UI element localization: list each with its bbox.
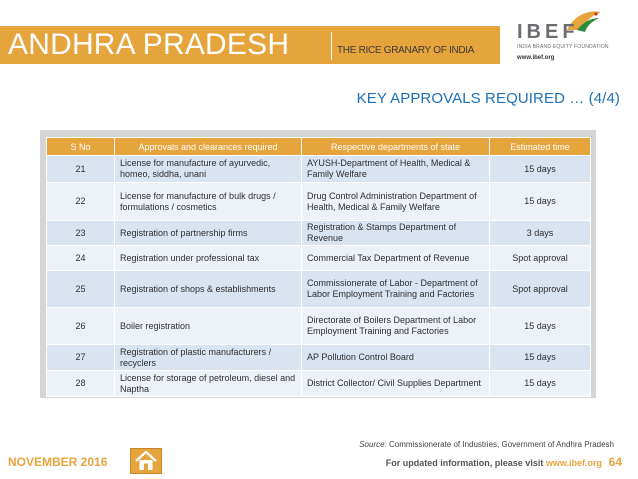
header-time: Estimated time [490, 138, 591, 156]
table-row [47, 371, 591, 397]
source-text: Commissionerate of Industries, Government of Andhra Pradesh [386, 440, 614, 449]
table-header-row [47, 138, 591, 156]
table-row [47, 183, 591, 221]
approvals-table-frame [40, 130, 596, 398]
cell-time: 15 days [490, 308, 591, 345]
cell-approval: Registration under professional tax [115, 246, 302, 271]
cell-sno: 28 [47, 371, 115, 397]
logo-wordmark: IBEF [517, 21, 579, 43]
logo-url[interactable]: www.ibef.org [517, 55, 555, 61]
cell-sno: 27 [47, 345, 115, 371]
cell-approval: Registration of plastic manufacturers / recyclers [115, 345, 302, 371]
table-row [47, 246, 591, 271]
footer-prefix: For updated information, please visit [385, 458, 546, 468]
title-separator [331, 32, 332, 60]
header-departments: Respective departments of state [302, 138, 490, 156]
cell-department: District Collector/ Civil Supplies Department [302, 371, 490, 397]
header-approvals: Approvals and clearances required [115, 138, 302, 156]
table-row [47, 308, 591, 345]
cell-time: Spot approval [490, 271, 591, 308]
source-label: Source: [359, 440, 387, 449]
cell-sno: 25 [47, 271, 115, 308]
footer-info [386, 458, 602, 468]
cell-sno: 21 [47, 156, 115, 183]
cell-time: Spot approval [490, 246, 591, 271]
table-row [47, 271, 591, 308]
cell-time: 15 days [490, 183, 591, 221]
cell-department: Commercial Tax Department of Revenue [302, 246, 490, 271]
page-title: ANDHRA PRADESH [8, 28, 290, 61]
footer-url-link[interactable]: www.ibef.org [545, 458, 602, 468]
home-button[interactable] [130, 448, 162, 474]
cell-time: 15 days [490, 156, 591, 183]
cell-approval: Boiler registration [115, 308, 302, 345]
cell-time: 3 days [490, 221, 591, 246]
page-number: 64 [608, 455, 622, 469]
cell-time: 15 days [490, 345, 591, 371]
table-row [47, 156, 591, 183]
cell-time: 15 days [490, 371, 591, 397]
home-icon [131, 449, 161, 473]
cell-department: Drug Control Administration Department of Health, Medical & Family Welfare [302, 183, 490, 221]
cell-approval: License for manufacture of ayurvedic, homeo, siddha, unani [115, 156, 302, 183]
cell-sno: 22 [47, 183, 115, 221]
cell-department: AYUSH-Department of Health, Medical & Family Welfare [302, 156, 490, 183]
approvals-table [46, 137, 591, 397]
cell-approval: Registration of shops & establishments [115, 271, 302, 308]
cell-department: AP Pollution Control Board [302, 345, 490, 371]
cell-approval: License for storage of petroleum, diesel and Naptha [115, 371, 302, 397]
logo-tagline: INDIA BRAND EQUITY FOUNDATION [517, 44, 609, 50]
table-row [47, 221, 591, 246]
ibef-logo[interactable] [505, 8, 635, 68]
header-sno: S No [47, 138, 115, 156]
cell-sno: 24 [47, 246, 115, 271]
cell-department: Registration & Stamps Department of Revenue [302, 221, 490, 246]
cell-approval: License for manufacture of bulk drugs / formulations / cosmetics [115, 183, 302, 221]
table-row [47, 345, 591, 371]
cell-department: Commissionerate of Labor - Department of Labor Employment Training and Factories [302, 271, 490, 308]
footer-date: NOVEMBER 2016 [8, 455, 108, 469]
source-note [359, 440, 614, 449]
page-subtitle: THE RICE GRANARY OF INDIA [337, 45, 475, 56]
cell-sno: 26 [47, 308, 115, 345]
section-title: KEY APPROVALS REQUIRED … (4/4) [356, 90, 620, 107]
cell-sno: 23 [47, 221, 115, 246]
cell-department: Directorate of Boilers Department of Labor Employment Training and Factories [302, 308, 490, 345]
cell-approval: Registration of partnership firms [115, 221, 302, 246]
